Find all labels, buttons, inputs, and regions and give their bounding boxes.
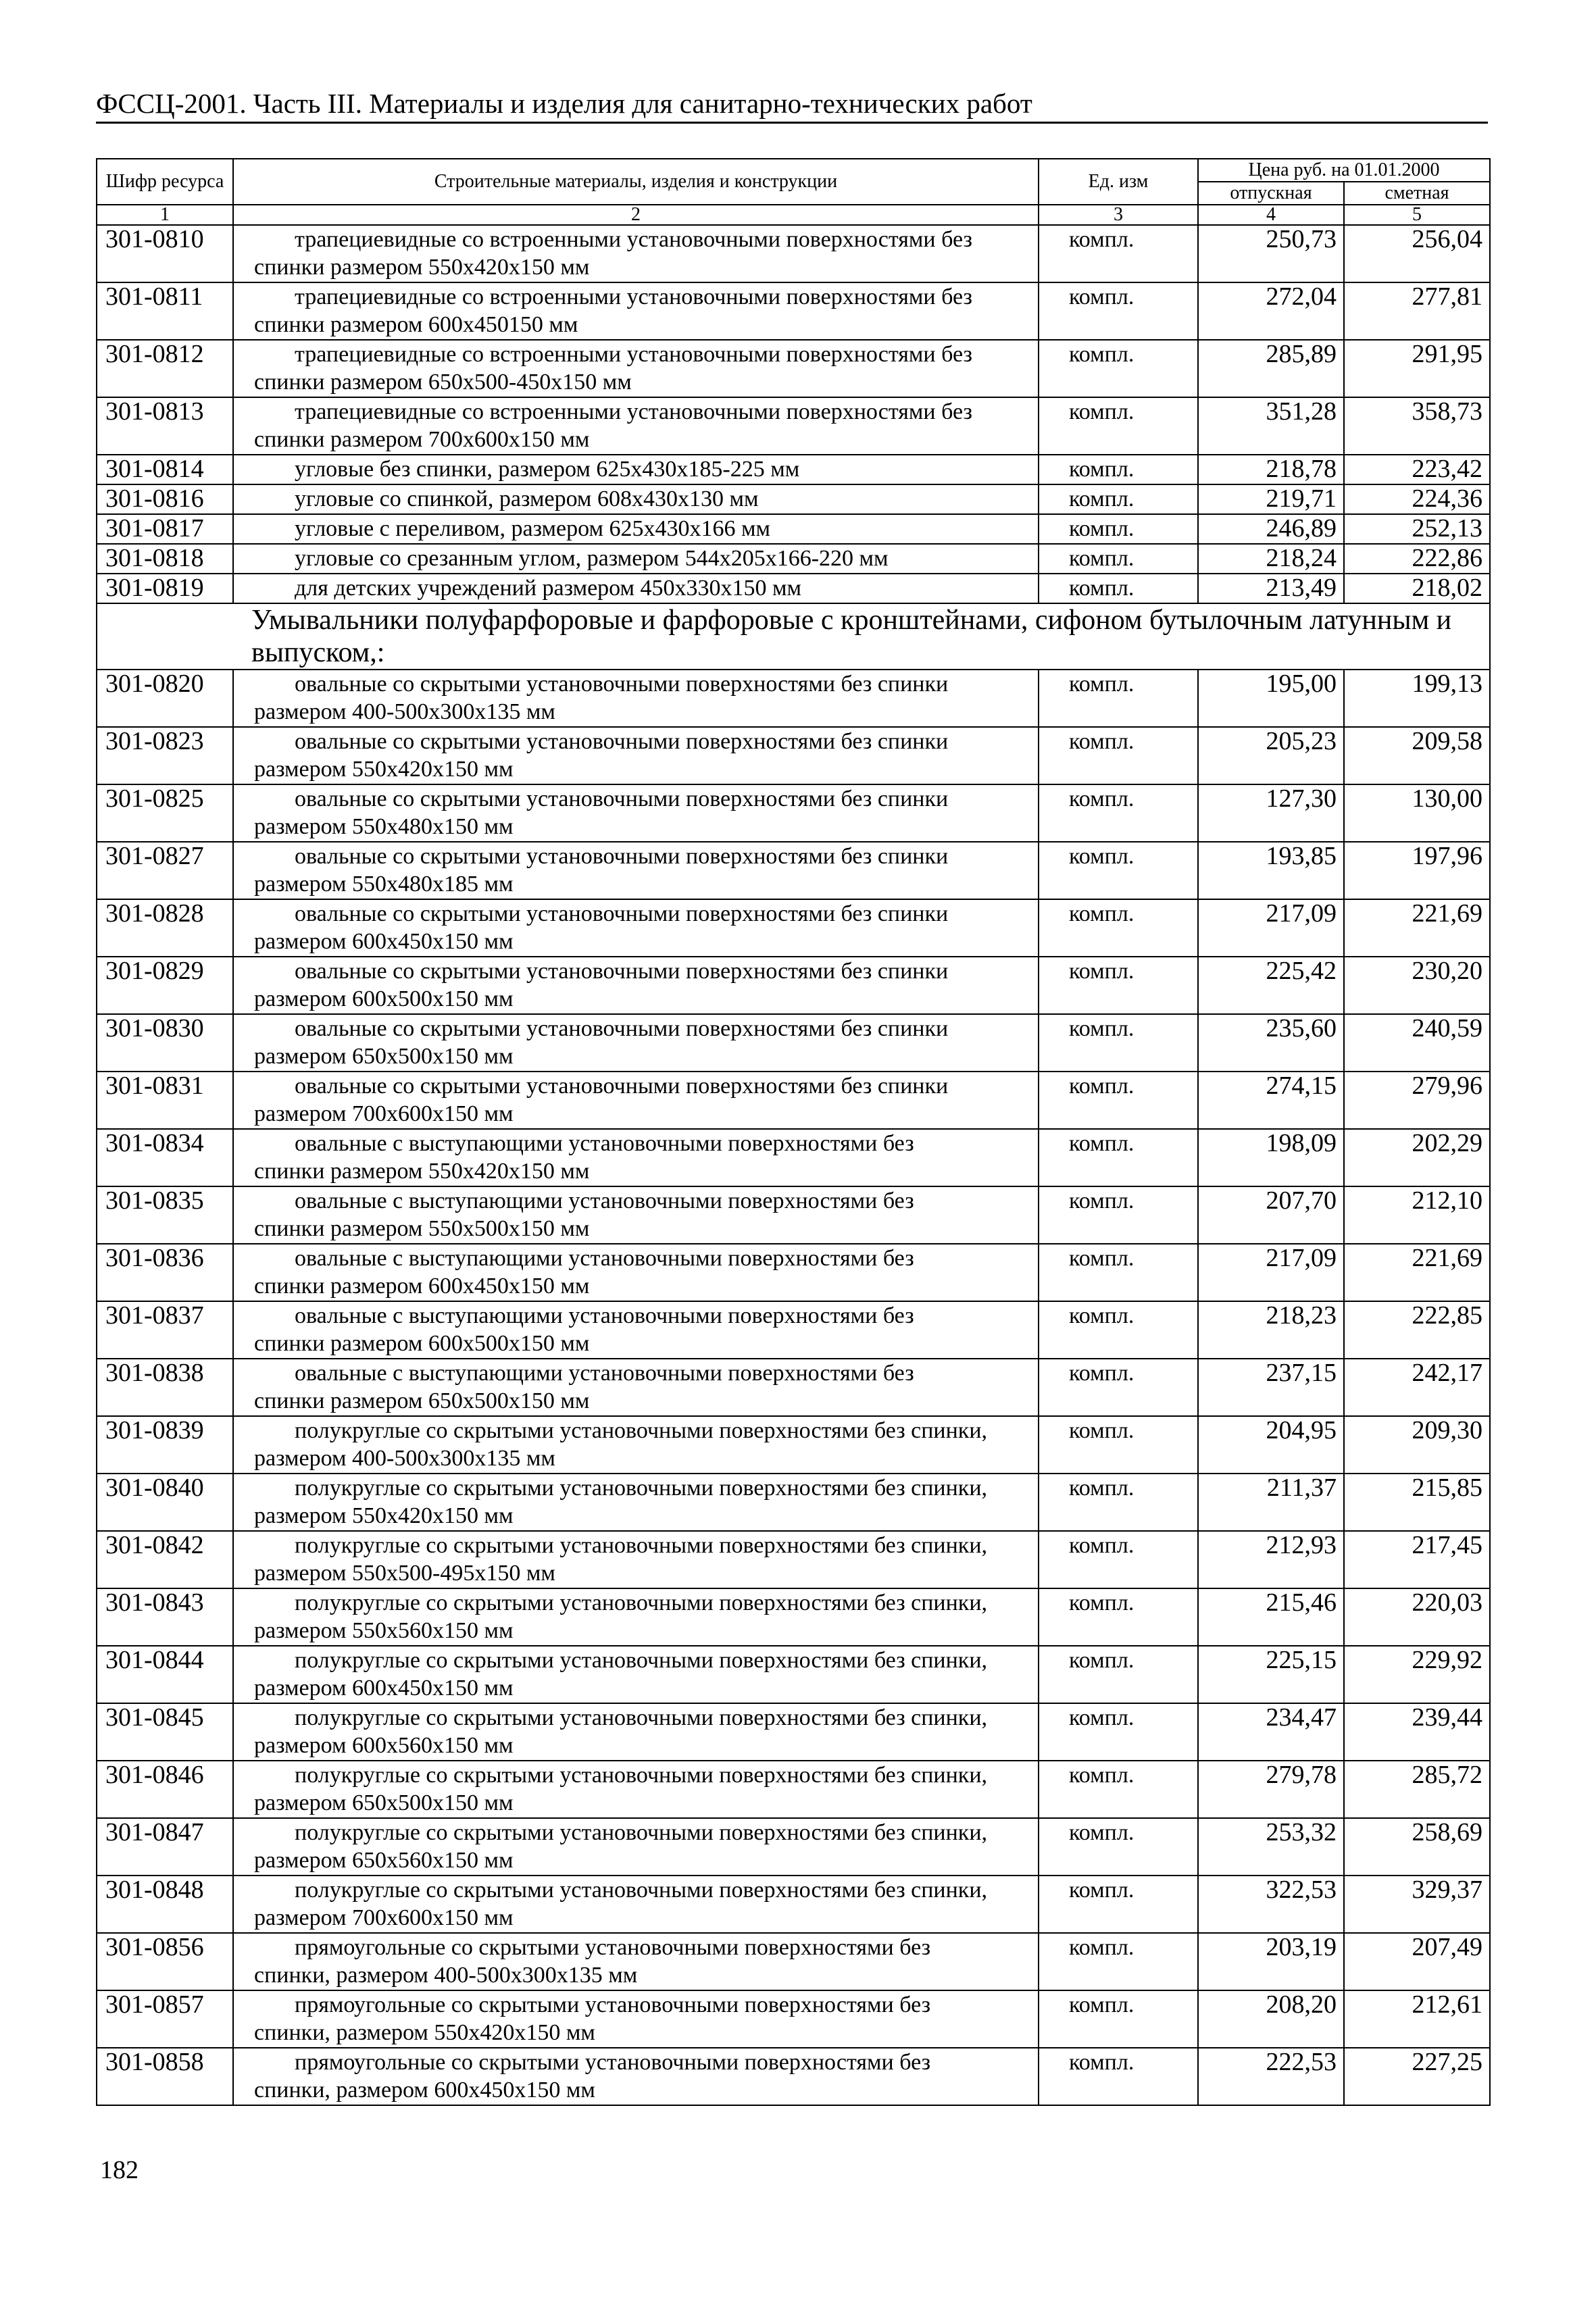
price-table <box>96 158 1491 2106</box>
table-row <box>97 1072 1490 1129</box>
description-line: прямоугольные со скрытыми установочными поверхностями без <box>295 1992 931 2017</box>
table-row <box>97 455 1490 484</box>
item-description <box>233 484 1039 514</box>
description-line: размером 600х450х150 мм <box>254 1676 514 1701</box>
description-line: полукруглые со скрытыми установочными поверхностями без спинки, <box>295 1648 988 1673</box>
resource-code: 301-0811 <box>97 282 233 340</box>
resource-code: 301-0842 <box>97 1531 233 1588</box>
unit-of-measure: компл. <box>1039 784 1198 842</box>
unit-of-measure: компл. <box>1039 1301 1198 1359</box>
unit-of-measure: компл. <box>1039 514 1198 544</box>
resource-code: 301-0834 <box>97 1129 233 1186</box>
unit-of-measure: компл. <box>1039 1588 1198 1646</box>
section-body <box>97 603 1490 670</box>
page-number: 182 <box>100 2156 139 2184</box>
description-line: овальные с выступающими установочными поверхностями без <box>295 1246 914 1271</box>
header-price-group: Цена руб. на 01.01.2000 <box>1198 159 1490 182</box>
header-unit: Ед. изм <box>1039 159 1198 205</box>
table-row <box>97 1646 1490 1703</box>
release-price: 219,71 <box>1198 484 1344 514</box>
table-body <box>97 455 1490 603</box>
resource-code: 301-0840 <box>97 1474 233 1531</box>
description-line: полукруглые со скрытыми установочными поверхностями без спинки, <box>295 1820 988 1845</box>
description-line: угловые без спинки, размером 625х430х185-225 мм <box>295 457 800 482</box>
table-row <box>97 484 1490 514</box>
unit-of-measure: компл. <box>1039 397 1198 455</box>
table-row <box>97 670 1490 727</box>
description-line: угловые со срезанным углом, размером 544х205х166-220 мм <box>295 546 889 571</box>
description-line: овальные со скрытыми установочными поверхностями без спинки <box>295 844 949 869</box>
description-line: полукруглые со скрытыми установочными поверхностями без спинки, <box>295 1763 988 1788</box>
estimate-price: 279,96 <box>1344 1072 1490 1129</box>
table-body <box>97 670 1490 2105</box>
estimate-price: 220,03 <box>1344 1588 1490 1646</box>
item-description <box>233 1761 1039 1818</box>
estimate-price: 207,49 <box>1344 1933 1490 1990</box>
unit-of-measure: компл. <box>1039 1474 1198 1531</box>
release-price: 208,20 <box>1198 1990 1344 2048</box>
release-price: 193,85 <box>1198 842 1344 899</box>
release-price: 322,53 <box>1198 1876 1344 1933</box>
item-description <box>233 282 1039 340</box>
unit-of-measure: компл. <box>1039 1990 1198 2048</box>
description-line: размером 600х450х150 мм <box>254 929 514 954</box>
item-description <box>233 670 1039 727</box>
release-price: 222,53 <box>1198 2048 1344 2105</box>
item-description <box>233 784 1039 842</box>
resource-code: 301-0856 <box>97 1933 233 1990</box>
estimate-price: 221,69 <box>1344 899 1490 957</box>
release-price: 215,46 <box>1198 1588 1344 1646</box>
release-price: 279,78 <box>1198 1761 1344 1818</box>
resource-code: 301-0835 <box>97 1186 233 1244</box>
item-description <box>233 957 1039 1014</box>
release-price: 217,09 <box>1198 1244 1344 1301</box>
estimate-price: 222,85 <box>1344 1301 1490 1359</box>
description-line: овальные со скрытыми установочными поверхностями без спинки <box>295 729 949 754</box>
estimate-price: 221,69 <box>1344 1244 1490 1301</box>
estimate-price: 215,85 <box>1344 1474 1490 1531</box>
unit-of-measure: компл. <box>1039 1244 1198 1301</box>
unit-of-measure: компл. <box>1039 1876 1198 1933</box>
release-price: 272,04 <box>1198 282 1344 340</box>
header-release-price: отпускная <box>1198 182 1344 205</box>
resource-code: 301-0831 <box>97 1072 233 1129</box>
table-row <box>97 899 1490 957</box>
column-number: 1 <box>97 205 233 225</box>
release-price: 234,47 <box>1198 1703 1344 1761</box>
description-line: размером 650х500х150 мм <box>254 1044 514 1069</box>
resource-code: 301-0816 <box>97 484 233 514</box>
item-description <box>233 1531 1039 1588</box>
column-number: 4 <box>1198 205 1344 225</box>
unit-of-measure: компл. <box>1039 1703 1198 1761</box>
description-line: овальные с выступающими установочными поверхностями без <box>295 1131 914 1156</box>
description-line: спинки размером 550х420х150 мм <box>254 1159 590 1184</box>
unit-of-measure: компл. <box>1039 282 1198 340</box>
table-row <box>97 225 1490 282</box>
table-row <box>97 1244 1490 1301</box>
table-row <box>97 727 1490 784</box>
item-description <box>233 455 1039 484</box>
column-number: 2 <box>233 205 1039 225</box>
release-price: 285,89 <box>1198 340 1344 397</box>
page-header: ФССЦ-2001. Часть III. Материалы и изделия для санитарно-технических работ <box>96 86 1488 124</box>
estimate-price: 212,61 <box>1344 1990 1490 2048</box>
estimate-price: 212,10 <box>1344 1186 1490 1244</box>
description-line: полукруглые со скрытыми установочными поверхностями без спинки, <box>295 1418 988 1443</box>
description-line: полукруглые со скрытыми установочными поверхностями без спинки, <box>295 1533 988 1558</box>
release-price: 211,37 <box>1198 1474 1344 1531</box>
release-price: 205,23 <box>1198 727 1344 784</box>
description-line: трапециевидные со встроенными установочными поверхностями без <box>295 284 972 309</box>
description-line: размером 550х560х150 мм <box>254 1618 514 1643</box>
resource-code: 301-0812 <box>97 340 233 397</box>
item-description <box>233 1588 1039 1646</box>
description-line: размером 550х480х185 мм <box>254 872 514 897</box>
description-line: овальные с выступающими установочными поверхностями без <box>295 1188 914 1213</box>
description-line: угловые со спинкой, размером 608х430х130 мм <box>295 486 759 511</box>
item-description <box>233 1933 1039 1990</box>
estimate-price: 209,30 <box>1344 1416 1490 1474</box>
description-line: размером 550х500-495х150 мм <box>254 1561 555 1586</box>
release-price: 235,60 <box>1198 1014 1344 1072</box>
estimate-price: 130,00 <box>1344 784 1490 842</box>
table-row <box>97 1761 1490 1818</box>
item-description <box>233 2048 1039 2105</box>
item-description <box>233 1129 1039 1186</box>
resource-code: 301-0837 <box>97 1301 233 1359</box>
description-line: размером 550х480х150 мм <box>254 814 514 839</box>
estimate-price: 239,44 <box>1344 1703 1490 1761</box>
estimate-price: 285,72 <box>1344 1761 1490 1818</box>
item-description <box>233 1416 1039 1474</box>
estimate-price: 202,29 <box>1344 1129 1490 1186</box>
release-price: 218,23 <box>1198 1301 1344 1359</box>
table-row <box>97 1474 1490 1531</box>
table-row <box>97 1014 1490 1072</box>
release-price: 351,28 <box>1198 397 1344 455</box>
estimate-price: 218,02 <box>1344 574 1490 603</box>
resource-code: 301-0827 <box>97 842 233 899</box>
description-line: прямоугольные со скрытыми установочными поверхностями без <box>295 1935 931 1960</box>
unit-of-measure: компл. <box>1039 484 1198 514</box>
estimate-price: 224,36 <box>1344 484 1490 514</box>
item-description <box>233 1359 1039 1416</box>
description-line: размером 400-500х300х135 мм <box>254 1446 555 1471</box>
estimate-price: 197,96 <box>1344 842 1490 899</box>
table-row <box>97 544 1490 574</box>
description-line: спинки размером 700х600х150 мм <box>254 427 590 452</box>
resource-code: 301-0823 <box>97 727 233 784</box>
column-number: 5 <box>1344 205 1490 225</box>
table-row <box>97 1416 1490 1474</box>
resource-code: 301-0817 <box>97 514 233 544</box>
description-line: овальные со скрытыми установочными поверхностями без спинки <box>295 672 949 697</box>
estimate-price: 230,20 <box>1344 957 1490 1014</box>
item-description <box>233 1301 1039 1359</box>
estimate-price: 199,13 <box>1344 670 1490 727</box>
unit-of-measure: компл. <box>1039 670 1198 727</box>
item-description <box>233 1244 1039 1301</box>
estimate-price: 240,59 <box>1344 1014 1490 1072</box>
resource-code: 301-0819 <box>97 574 233 603</box>
resource-code: 301-0838 <box>97 1359 233 1416</box>
item-description <box>233 1014 1039 1072</box>
table-row <box>97 1588 1490 1646</box>
resource-code: 301-0843 <box>97 1588 233 1646</box>
estimate-price: 217,45 <box>1344 1531 1490 1588</box>
unit-of-measure: компл. <box>1039 1531 1198 1588</box>
description-line: размером 550х420х150 мм <box>254 757 514 782</box>
resource-code: 301-0858 <box>97 2048 233 2105</box>
item-description <box>233 1474 1039 1531</box>
table-row <box>97 1531 1490 1588</box>
table-row <box>97 1933 1490 1990</box>
resource-code: 301-0857 <box>97 1990 233 2048</box>
table-row <box>97 1129 1490 1186</box>
table-row <box>97 514 1490 544</box>
unit-of-measure: компл. <box>1039 1072 1198 1129</box>
item-description <box>233 842 1039 899</box>
description-line: размером 550х420х150 мм <box>254 1503 514 1528</box>
estimate-price: 256,04 <box>1344 225 1490 282</box>
header-name: Строительные материалы, изделия и конструкции <box>233 159 1039 205</box>
item-description <box>233 1072 1039 1129</box>
release-price: 246,89 <box>1198 514 1344 544</box>
estimate-price: 222,86 <box>1344 544 1490 574</box>
item-description <box>233 727 1039 784</box>
description-line: овальные со скрытыми установочными поверхностями без спинки <box>295 1074 949 1099</box>
description-line: овальные с выступающими установочными поверхностями без <box>295 1361 914 1386</box>
release-price: 218,24 <box>1198 544 1344 574</box>
resource-code: 301-0847 <box>97 1818 233 1876</box>
header-estimate-price: сметная <box>1344 182 1490 205</box>
unit-of-measure: компл. <box>1039 899 1198 957</box>
estimate-price: 358,73 <box>1344 397 1490 455</box>
unit-of-measure: компл. <box>1039 727 1198 784</box>
unit-of-measure: компл. <box>1039 1129 1198 1186</box>
release-price: 237,15 <box>1198 1359 1344 1416</box>
description-line: полукруглые со скрытыми установочными поверхностями без спинки, <box>295 1590 988 1615</box>
table-row <box>97 1301 1490 1359</box>
section-header-row <box>97 603 1490 670</box>
release-price: 212,93 <box>1198 1531 1344 1588</box>
release-price: 250,73 <box>1198 225 1344 282</box>
description-line: овальные с выступающими установочными поверхностями без <box>295 1303 914 1328</box>
description-line: спинки размером 600х450х150 мм <box>254 1274 590 1299</box>
item-description <box>233 514 1039 544</box>
resource-code: 301-0810 <box>97 225 233 282</box>
description-line: трапециевидные со встроенными установочными поверхностями без <box>295 227 972 252</box>
item-description <box>233 397 1039 455</box>
release-price: 253,32 <box>1198 1818 1344 1876</box>
table-row <box>97 2048 1490 2105</box>
description-line: спинки размером 650х500-450х150 мм <box>254 370 632 395</box>
item-description <box>233 574 1039 603</box>
release-price: 207,70 <box>1198 1186 1344 1244</box>
table-row <box>97 784 1490 842</box>
column-number: 3 <box>1039 205 1198 225</box>
description-line: размером 600х560х150 мм <box>254 1733 514 1758</box>
description-line: размером 700х600х150 мм <box>254 1905 514 1930</box>
table-row <box>97 1703 1490 1761</box>
release-price: 203,19 <box>1198 1933 1344 1990</box>
description-line: размером 650х560х150 мм <box>254 1848 514 1873</box>
table-row <box>97 1359 1490 1416</box>
table-row <box>97 397 1490 455</box>
estimate-price: 227,25 <box>1344 2048 1490 2105</box>
resource-code: 301-0828 <box>97 899 233 957</box>
description-line: прямоугольные со скрытыми установочными поверхностями без <box>295 2050 931 2075</box>
table-header <box>97 159 1490 225</box>
unit-of-measure: компл. <box>1039 340 1198 397</box>
item-description <box>233 1703 1039 1761</box>
resource-code: 301-0813 <box>97 397 233 455</box>
item-description <box>233 899 1039 957</box>
unit-of-measure: компл. <box>1039 1933 1198 1990</box>
estimate-price: 209,58 <box>1344 727 1490 784</box>
unit-of-measure: компл. <box>1039 455 1198 484</box>
resource-code: 301-0846 <box>97 1761 233 1818</box>
resource-code: 301-0829 <box>97 957 233 1014</box>
description-line: овальные со скрытыми установочными поверхностями без спинки <box>295 901 949 926</box>
description-line: спинки размером 550х500х150 мм <box>254 1216 590 1241</box>
release-price: 213,49 <box>1198 574 1344 603</box>
release-price: 204,95 <box>1198 1416 1344 1474</box>
table-row <box>97 842 1490 899</box>
resource-code: 301-0836 <box>97 1244 233 1301</box>
description-line: спинки, размером 600х450х150 мм <box>254 2078 595 2103</box>
description-line: спинки размером 600х450150 мм <box>254 312 578 337</box>
table-row <box>97 1990 1490 2048</box>
unit-of-measure: компл. <box>1039 1014 1198 1072</box>
resource-code: 301-0818 <box>97 544 233 574</box>
description-line: размером 600х500х150 мм <box>254 986 514 1011</box>
item-description <box>233 225 1039 282</box>
item-description <box>233 544 1039 574</box>
release-price: 274,15 <box>1198 1072 1344 1129</box>
description-line: полукруглые со скрытыми установочными поверхностями без спинки, <box>295 1476 988 1501</box>
description-line: овальные со скрытыми установочными поверхностями без спинки <box>295 959 949 984</box>
description-line: трапециевидные со встроенными установочными поверхностями без <box>295 399 972 424</box>
description-line: трапециевидные со встроенными установочными поверхностями без <box>295 342 972 367</box>
description-line: спинки размером 550х420х150 мм <box>254 255 590 280</box>
table-row <box>97 957 1490 1014</box>
unit-of-measure: компл. <box>1039 1186 1198 1244</box>
estimate-price: 242,17 <box>1344 1359 1490 1416</box>
description-line: спинки, размером 400-500х300х135 мм <box>254 1963 638 1988</box>
estimate-price: 329,37 <box>1344 1876 1490 1933</box>
description-line: размером 400-500х300х135 мм <box>254 699 555 724</box>
release-price: 217,09 <box>1198 899 1344 957</box>
item-description <box>233 340 1039 397</box>
release-price: 218,78 <box>1198 455 1344 484</box>
unit-of-measure: компл. <box>1039 1646 1198 1703</box>
description-line: овальные со скрытыми установочными поверхностями без спинки <box>295 786 949 811</box>
unit-of-measure: компл. <box>1039 225 1198 282</box>
table-row <box>97 1876 1490 1933</box>
release-price: 225,42 <box>1198 957 1344 1014</box>
resource-code: 301-0848 <box>97 1876 233 1933</box>
description-line: овальные со скрытыми установочными поверхностями без спинки <box>295 1016 949 1041</box>
unit-of-measure: компл. <box>1039 574 1198 603</box>
unit-of-measure: компл. <box>1039 1818 1198 1876</box>
release-price: 225,15 <box>1198 1646 1344 1703</box>
section-title: Умывальники полуфарфоровые и фарфоровые с кронштейнами, сифоном бутылочным латунным и выпуском,: <box>97 603 1490 670</box>
description-line: размером 650х500х150 мм <box>254 1790 514 1815</box>
resource-code: 301-0839 <box>97 1416 233 1474</box>
release-price: 127,30 <box>1198 784 1344 842</box>
table-row <box>97 1186 1490 1244</box>
resource-code: 301-0814 <box>97 455 233 484</box>
estimate-price: 223,42 <box>1344 455 1490 484</box>
table-row <box>97 1818 1490 1876</box>
description-line: спинки, размером 550х420х150 мм <box>254 2020 595 2045</box>
release-price: 198,09 <box>1198 1129 1344 1186</box>
table-row <box>97 340 1490 397</box>
estimate-price: 252,13 <box>1344 514 1490 544</box>
description-line: угловые с переливом, размером 625х430х166 мм <box>295 516 771 541</box>
table-row <box>97 282 1490 340</box>
description-line: полукруглые со скрытыми установочными поверхностями без спинки, <box>295 1878 988 1903</box>
resource-code: 301-0820 <box>97 670 233 727</box>
table-row <box>97 574 1490 603</box>
estimate-price: 277,81 <box>1344 282 1490 340</box>
item-description <box>233 1990 1039 2048</box>
item-description <box>233 1876 1039 1933</box>
estimate-price: 258,69 <box>1344 1818 1490 1876</box>
unit-of-measure: компл. <box>1039 842 1198 899</box>
description-line: спинки размером 600х500х150 мм <box>254 1331 590 1356</box>
unit-of-measure: компл. <box>1039 544 1198 574</box>
description-line: полукруглые со скрытыми установочными поверхностями без спинки, <box>295 1705 988 1730</box>
item-description <box>233 1186 1039 1244</box>
resource-code: 301-0825 <box>97 784 233 842</box>
header-code: Шифр ресурса <box>97 159 233 205</box>
release-price: 195,00 <box>1198 670 1344 727</box>
description-line: размером 700х600х150 мм <box>254 1101 514 1126</box>
item-description <box>233 1818 1039 1876</box>
table-body <box>97 225 1490 455</box>
resource-code: 301-0844 <box>97 1646 233 1703</box>
estimate-price: 229,92 <box>1344 1646 1490 1703</box>
description-line: для детских учреждений размером 450х330х150 мм <box>295 576 802 601</box>
description-line: спинки размером 650х500х150 мм <box>254 1388 590 1413</box>
unit-of-measure: компл. <box>1039 1359 1198 1416</box>
resource-code: 301-0830 <box>97 1014 233 1072</box>
item-description <box>233 1646 1039 1703</box>
resource-code: 301-0845 <box>97 1703 233 1761</box>
unit-of-measure: компл. <box>1039 1761 1198 1818</box>
unit-of-measure: компл. <box>1039 957 1198 1014</box>
unit-of-measure: компл. <box>1039 1416 1198 1474</box>
unit-of-measure: компл. <box>1039 2048 1198 2105</box>
estimate-price: 291,95 <box>1344 340 1490 397</box>
column-number-row <box>97 205 1490 225</box>
